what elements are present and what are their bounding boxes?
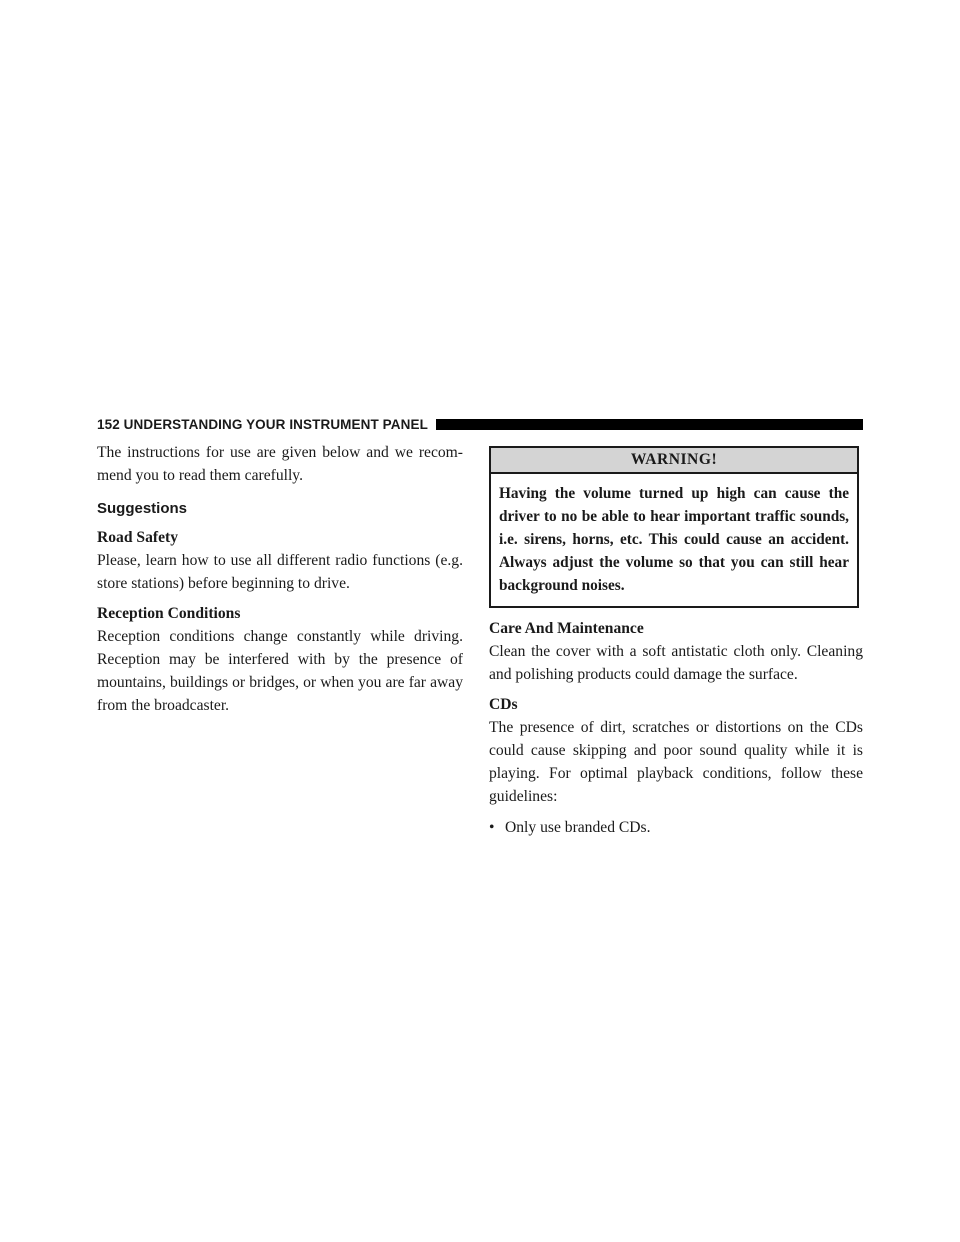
care-text: Clean the cover with a soft antistatic cloth only. Cleaning and polishing products could damage the surface. (489, 643, 863, 683)
bullet-text: Only use branded CDs. (505, 819, 651, 836)
right-column (489, 446, 863, 839)
left-column (97, 441, 463, 725)
reception-text: Reception conditions change constantly while driving. Reception may be interfered with by the presence of mountains, buildings or bridges, or when you are far away from the broadcaster. (97, 628, 463, 714)
cds-title: CDs (489, 696, 518, 713)
warning-text: Having the volume turned up high can cause the driver to no be able to hear important traffic sounds, i.e. sirens, horns, etc. This could cause an accident. Always adjust the volume so that you can still hear background noises. (499, 485, 849, 594)
warning-box (489, 446, 859, 608)
cds-section (489, 694, 863, 808)
care-section (489, 618, 863, 686)
intro-paragraph: The instructions for use are given below and we recom-mend you to read them carefully. (97, 444, 463, 484)
reception-section (97, 603, 463, 717)
road-safety-text: Please, learn how to use all different radio functions (e.g. store stations) before beginning to drive. (97, 552, 463, 592)
reception-title: Reception Conditions (97, 605, 241, 622)
road-safety-title: Road Safety (97, 529, 178, 546)
bullet-icon: • (489, 819, 495, 836)
header-title: 152 UNDERSTANDING YOUR INSTRUMENT PANEL (97, 417, 436, 433)
cds-text: The presence of dirt, scratches or distortions on the CDs could cause skipping and poor sound quality while it is playing. For optimal playback conditions, follow these guidelines: (489, 719, 863, 805)
list-item (489, 816, 863, 839)
page-header (97, 417, 863, 433)
suggestions-heading: Suggestions (97, 500, 188, 517)
header-bar (407, 419, 863, 430)
care-title: Care And Maintenance (489, 620, 644, 637)
road-safety-section (97, 527, 463, 595)
warning-title: WARNING! (491, 448, 857, 474)
